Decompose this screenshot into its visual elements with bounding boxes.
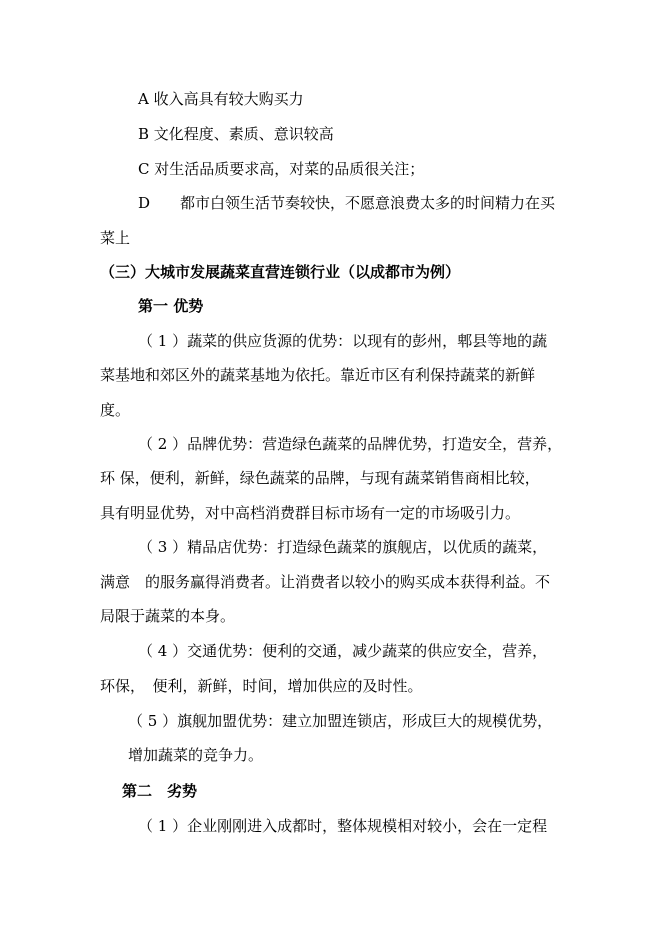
advantages-heading: 第一 优势 [138, 297, 204, 315]
advantage-5-line2: 增加蔬菜的竞争力。 [128, 746, 264, 764]
disadvantages-heading: 第二 劣势 [122, 782, 198, 800]
advantage-4-line1: （ 4 ）交通优势：便利的交通，减少蔬菜的供应安全，营养， [138, 642, 548, 660]
advantage-2-line3: 具有明显优势，对中高档消费群目标市场有一定的市场吸引力。 [100, 504, 521, 522]
advantage-2-line1: （ 2 ）品牌优势：营造绿色蔬菜的品牌优势，打造安全，营养， [138, 435, 563, 453]
trait-a: A 收入高具有较大购买力 [138, 90, 304, 108]
advantage-1-line3: 度。 [100, 401, 131, 419]
advantage-1-line1: （ 1 ）蔬菜的供应货源的优势：以现有的彭州，郫县等地的蔬 [138, 332, 548, 350]
trait-b: B 文化程度、素质、意识较高 [138, 125, 334, 143]
advantage-4-line2: 环保， 便利，新鲜，时间，增加供应的及时性。 [100, 677, 423, 695]
trait-d-line1: D 都市白领生活节奏较快，不愿意浪费太多的时间精力在买 [138, 194, 556, 212]
advantage-3-line3: 局限于蔬菜的本身。 [100, 607, 236, 625]
advantage-3-line2: 满意 的服务赢得消费者。让消费者以较小的购买成本获得利益。不 [100, 573, 551, 591]
disadvantage-1-line1: （ 1 ）企业刚刚进入成都时，整体规模相对较小，会在一定程 [138, 817, 548, 835]
advantage-2-line2: 环 保，便利，新鲜，绿色蔬菜的品牌，与现有蔬菜销售商相比较， [100, 469, 540, 487]
trait-c: C 对生活品质要求高，对菜的品质很关注； [138, 160, 425, 178]
advantage-3-line1: （ 3 ）精品店优势：打造绿色蔬菜的旗舰店，以优质的蔬菜， [138, 538, 548, 556]
advantage-1-line2: 菜基地和郊区外的蔬菜基地为依托。靠近市区有利保持蔬菜的新鲜 [100, 366, 536, 384]
advantage-5-line1: （ 5 ）旗舰加盟优势：建立加盟连锁店，形成巨大的规模优势， [128, 712, 553, 730]
trait-d-line2: 菜上 [100, 229, 131, 247]
section-heading: （三）大城市发展蔬菜直营连锁行业（以成都市为例） [100, 263, 461, 281]
